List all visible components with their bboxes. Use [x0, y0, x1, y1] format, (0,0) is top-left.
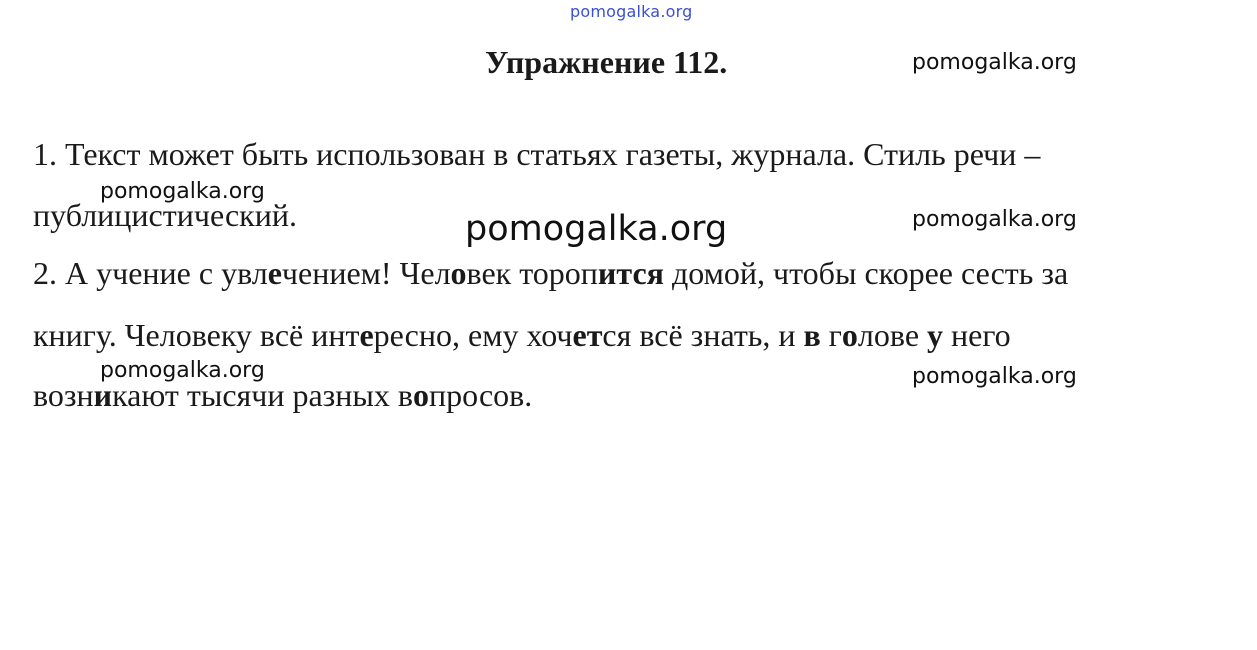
watermark: pomogalka.org — [912, 207, 1077, 232]
watermark: pomogalka.org — [912, 50, 1077, 75]
paragraph-2-line-2: книгу. Человеку всё интересно, ему хочется всё знать, и в голове у него — [33, 317, 1011, 353]
paragraph-1-line-1: 1. Текст может быть использован в статьях газеты, журнала. Стиль речи – — [33, 136, 1041, 172]
paragraph-2-line-1: 2. А учение с увлечением! Человек торопится домой, чтобы скорее сесть за — [33, 255, 1069, 291]
watermark: pomogalka.org — [100, 358, 265, 383]
paragraph-1-line-2: публицистический. — [33, 197, 297, 233]
top-watermark: pomogalka.org — [570, 2, 693, 21]
watermark: pomogalka.org — [100, 179, 265, 204]
page-title: Упражнение 112. — [485, 44, 728, 80]
paragraph-2-line-3: возникают тысячи разных вопросов. — [33, 377, 533, 413]
watermark-large: pomogalka.org — [465, 209, 728, 249]
watermark: pomogalka.org — [912, 364, 1077, 389]
